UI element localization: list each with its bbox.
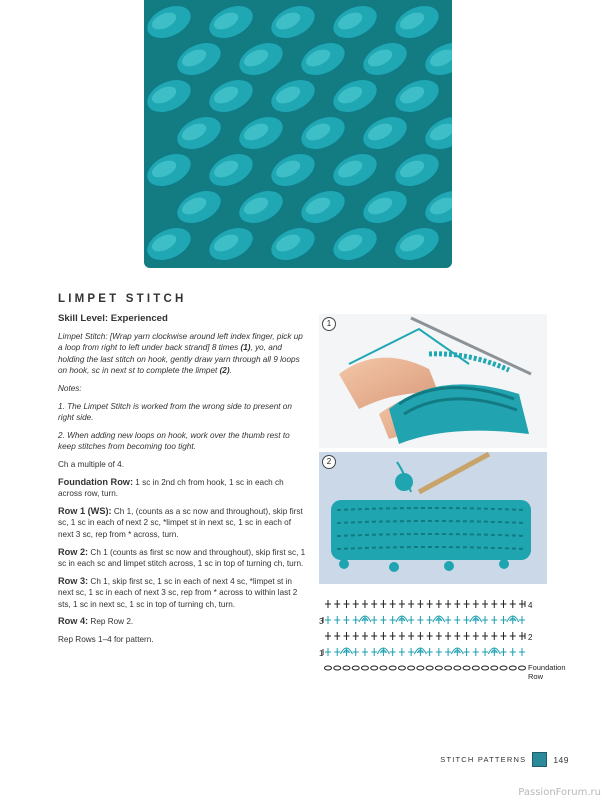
diagram-row-1: 1 — [319, 649, 324, 658]
diagram-row-2: 2 — [528, 633, 533, 642]
row-2: Row 2: Ch 1 (counts as first sc now and throughout), skip first sc, 1 sc in each sc and limpet stitch across, 1 sc in top of turning ch, turn. — [58, 546, 306, 569]
chain-instruction: Ch a multiple of 4. — [58, 459, 124, 469]
step-2-photo — [319, 452, 547, 584]
diagram-row-3: 3 — [319, 617, 324, 626]
chain-symbol — [472, 666, 479, 670]
instructions-column — [58, 313, 308, 652]
chain-symbol — [371, 666, 378, 670]
section-title: LIMPET STITCH — [58, 293, 187, 305]
chain-symbol — [380, 666, 387, 670]
chain-symbol — [389, 666, 396, 670]
watermark: PassionForum.ru — [518, 787, 601, 798]
limpet-description: Limpet Stitch: [Wrap yarn clockwise around left index finger, pick up a loop from right to left under back strand] 8 times (1), yo, and holding the last stitch on hook, gently draw yarn through all 9 loops on hook, sc in next st to complete the limpet (2). — [58, 331, 303, 376]
chain-symbol — [325, 666, 332, 670]
swatch-photo — [144, 0, 452, 268]
diagram-foundation-label-row: Row — [528, 672, 544, 681]
stitch-patterns-icon — [532, 752, 547, 767]
chain-symbol — [426, 666, 433, 670]
row-3: Row 3: Ch 1, skip first sc, 1 sc in each of next 4 sc, *limpet st in next sc, 1 sc in each of next 3 sc, rep from * across to within last 2 sts, 1 sc in next sc, 1 sc in top of turning ch, turn. — [58, 575, 298, 609]
diagram-foundation-label: Foundation — [528, 663, 566, 672]
chain-symbol — [398, 666, 405, 670]
page-number: 149 — [553, 754, 569, 765]
row-4: Row 4: Rep Row 2. — [58, 616, 134, 627]
footer-section: STITCH PATTERNS — [440, 755, 527, 764]
note-2: 2. When adding new loops on hook, work over the thumb rest to keep stitches from becoming too tight. — [58, 430, 290, 452]
chain-symbol — [361, 666, 368, 670]
stitch-diagram — [316, 594, 596, 684]
note-1: 1. The Limpet Stitch is worked from the wrong side to present on right side. — [58, 401, 292, 423]
chain-symbol — [352, 666, 359, 670]
chain-symbol — [500, 666, 507, 670]
row-foundation: Foundation Row: 1 sc in 2nd ch from hook, 1 sc in each ch across row, turn. — [58, 476, 284, 499]
chain-symbol — [408, 666, 415, 670]
chain-symbol — [445, 666, 452, 670]
chain-symbol — [334, 666, 341, 670]
skill-level: Skill Level: Experienced — [58, 313, 168, 324]
repeat-instruction: Rep Rows 1–4 for pattern. — [58, 635, 154, 645]
step-2-badge: 2 — [322, 455, 336, 469]
chain-symbol — [463, 666, 470, 670]
chain-symbol — [435, 666, 442, 670]
chain-symbol — [491, 666, 498, 670]
notes-heading: Notes: — [58, 383, 82, 393]
chain-symbol — [509, 666, 516, 670]
step-1-badge: 1 — [322, 317, 336, 331]
chain-symbol — [519, 666, 526, 670]
chain-symbol — [417, 666, 424, 670]
diagram-row-4: 4 — [528, 601, 533, 610]
chain-symbol — [343, 666, 350, 670]
chain-symbol — [482, 666, 489, 670]
page-footer — [440, 752, 569, 767]
chain-symbol — [454, 666, 461, 670]
step-1-photo — [319, 314, 547, 448]
row-1: Row 1 (WS): Ch 1, (counts as a sc now and throughout), skip first sc, 1 sc in each of next 2 sc, *limpet st in next sc, 1 sc in each of next 3 sc, rep from * across, turn. — [58, 505, 303, 539]
